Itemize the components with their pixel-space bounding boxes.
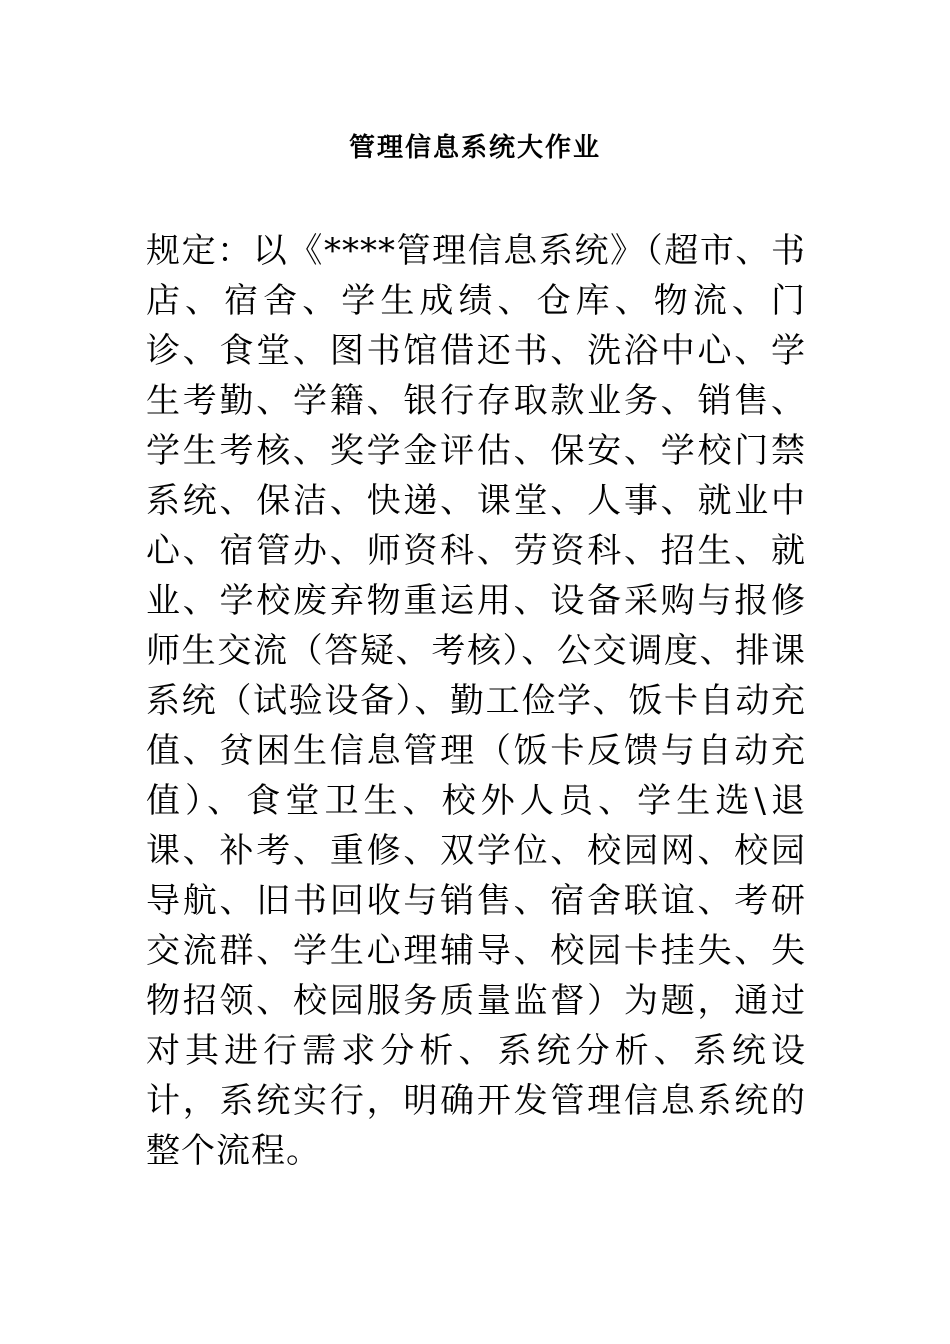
document-body-paragraph: 规定：以《****管理信息系统》（超市、书店、宿舍、学生成绩、仓库、物流、门诊、食堂、图书馆借还书、洗浴中心、学生考勤、学籍、银行存取款业务、销售、学生考核、奖学金评估、保安、学校门禁系统、保洁、快递、课堂、人事、就业中心、宿管办、师资科、劳资科、招生、就业、学校废弃物重运用、设备采购与报修师生交流（答疑、考核）、公交调度、排课系统（试验设备）、勤工俭学、饭卡自动充值、贫困生信息管理（饭卡反馈与自动充值）、食堂卫生、校外人员、学生选\退课、补考、重修、双学位、校园网、校园导航、旧书回收与销售、宿舍联谊、考研交流群、学生心理辅导、校园卡挂失、失物招领、校园服务质量监督）为题，通过对其进行需求分析、系统分析、系统设计，系统实行，明确开发管理信息系统的整个流程。 (146, 231, 806, 1171)
document-title: 管理信息系统大作业 (348, 133, 601, 163)
